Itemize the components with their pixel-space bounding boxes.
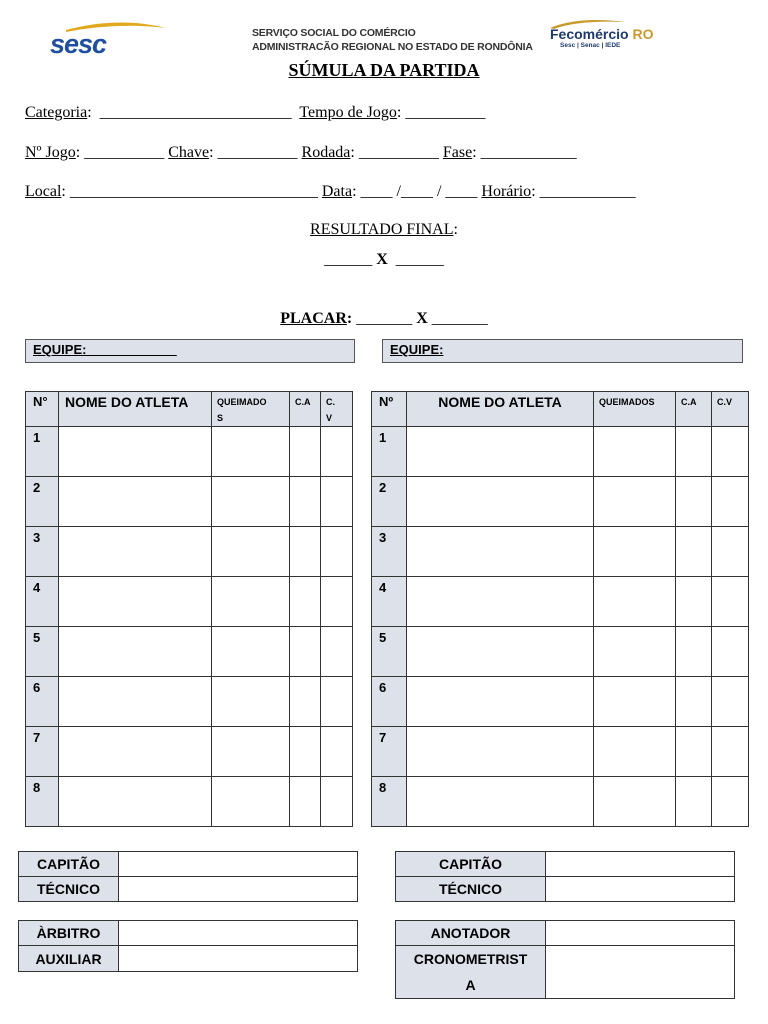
placar-line: PLACAR: _______ X _______: [280, 310, 488, 327]
header-org-text: [252, 26, 533, 54]
ca-cell[interactable]: [290, 577, 321, 627]
ca-cell[interactable]: [290, 427, 321, 477]
placar-x: X: [416, 310, 428, 327]
label-tecnico-right: TÉCNICO: [396, 877, 546, 902]
sign-right-bottom-table: [395, 920, 735, 999]
cv-cell[interactable]: [712, 677, 749, 727]
queimados-cell[interactable]: [594, 527, 676, 577]
row-number: 4: [26, 577, 59, 627]
queimados-cell[interactable]: [594, 427, 676, 477]
ca-cell[interactable]: [676, 777, 712, 827]
athlete-name-cell[interactable]: [407, 577, 594, 627]
cv-cell[interactable]: [321, 727, 353, 777]
queimados-cell[interactable]: [594, 577, 676, 627]
table-row: [26, 477, 353, 527]
label-n-jogo: Nº Jogo: [25, 144, 76, 161]
anotador-field[interactable]: [546, 921, 735, 946]
cv-cell[interactable]: [712, 727, 749, 777]
fecomercio-logo: [548, 18, 698, 52]
queimados-cell[interactable]: [212, 627, 290, 677]
label-cronometrista: CRONOMETRIST A: [396, 946, 546, 999]
table-row: [372, 577, 749, 627]
sign-left-top-table: [18, 851, 358, 902]
cv-cell[interactable]: [321, 477, 353, 527]
row-number: 1: [26, 427, 59, 477]
col-ca: C.A: [676, 392, 712, 427]
roster-right-header: [372, 392, 749, 427]
queimados-cell[interactable]: [594, 477, 676, 527]
cv-cell[interactable]: [321, 677, 353, 727]
ca-cell[interactable]: [676, 477, 712, 527]
cronometrista-field[interactable]: [546, 946, 735, 999]
col-name: NOME DO ATLETA: [407, 392, 594, 427]
roster-right-table: [371, 391, 749, 827]
label-capitao-left: CAPITÃO: [19, 852, 119, 877]
cv-cell[interactable]: [321, 577, 353, 627]
queimados-cell[interactable]: [594, 777, 676, 827]
athlete-name-cell[interactable]: [59, 677, 212, 727]
table-row: [372, 777, 749, 827]
athlete-name-cell[interactable]: [59, 627, 212, 677]
ca-cell[interactable]: [676, 577, 712, 627]
athlete-name-cell[interactable]: [407, 627, 594, 677]
table-row: [26, 527, 353, 577]
table-row: [372, 427, 749, 477]
col-cv: C.V: [712, 392, 749, 427]
tecnico-right-field[interactable]: [546, 877, 735, 902]
athlete-name-cell[interactable]: [59, 727, 212, 777]
table-row: [372, 727, 749, 777]
row-number: 2: [26, 477, 59, 527]
ca-cell[interactable]: [290, 677, 321, 727]
row-number: 4: [372, 577, 407, 627]
ca-cell[interactable]: [676, 677, 712, 727]
cv-cell[interactable]: [712, 777, 749, 827]
ca-cell[interactable]: [676, 627, 712, 677]
table-row: [26, 627, 353, 677]
col-ca: C.A: [290, 392, 321, 427]
label-rodada: Rodada: [301, 144, 351, 161]
equipe-right-box[interactable]: [382, 339, 743, 363]
equipe-left-box[interactable]: [25, 339, 355, 363]
row-number: 5: [372, 627, 407, 677]
label-capitao-right: CAPITÃO: [396, 852, 546, 877]
athlete-name-cell[interactable]: [59, 777, 212, 827]
label-anotador: ANOTADOR: [396, 921, 546, 946]
label-placar: PLACAR: [280, 310, 347, 327]
row-number: 6: [372, 677, 407, 727]
ca-cell[interactable]: [290, 727, 321, 777]
athlete-name-cell[interactable]: [407, 427, 594, 477]
table-row: [372, 527, 749, 577]
row-number: 8: [26, 777, 59, 827]
line-local: Local: _______________________________ Data: ____ /____ / ____ Horário: ____________: [25, 183, 636, 200]
auxiliar-field[interactable]: [119, 946, 358, 972]
queimados-cell[interactable]: [212, 727, 290, 777]
cv-cell[interactable]: [712, 627, 749, 677]
page-title: SÚMULA DA PARTIDA: [288, 60, 480, 80]
label-auxiliar: AUXILIAR: [19, 946, 119, 972]
row-number: 7: [26, 727, 59, 777]
col-num: Nº: [372, 392, 407, 427]
col-queimados: QUEIMADO S: [212, 392, 290, 427]
row-number: 5: [26, 627, 59, 677]
equipe-right-label: EQUIPE:: [390, 342, 444, 357]
athlete-name-cell[interactable]: [407, 477, 594, 527]
cv-cell[interactable]: [712, 477, 749, 527]
resultado-final-heading: RESULTADO FINAL:: [310, 221, 458, 238]
fecomercio-suffix: RO: [632, 26, 654, 42]
line-categoria: Categoria: ________________________ Tempo de Jogo: __________: [25, 104, 486, 121]
table-row: [26, 777, 353, 827]
cv-cell[interactable]: [712, 577, 749, 627]
fecomercio-sub: Sesc | Senac | IEDE: [560, 42, 621, 49]
athlete-name-cell[interactable]: [59, 477, 212, 527]
fecomercio-name: Fecomércio: [550, 26, 629, 42]
table-row: [372, 477, 749, 527]
ca-cell[interactable]: [676, 727, 712, 777]
queimados-cell[interactable]: [594, 727, 676, 777]
athlete-name-cell[interactable]: [407, 727, 594, 777]
org-line-2: ADMINISTRACÃO REGIONAL NO ESTADO DE RONDÔNIA: [252, 41, 533, 53]
sesc-logo: [48, 20, 170, 60]
cv-cell[interactable]: [321, 777, 353, 827]
row-number: 3: [372, 527, 407, 577]
ca-cell[interactable]: [290, 777, 321, 827]
athlete-name-cell[interactable]: [407, 527, 594, 577]
tecnico-left-field[interactable]: [119, 877, 358, 902]
label-chave: Chave: [168, 144, 210, 161]
roster-left-header: [26, 392, 353, 427]
queimados-cell[interactable]: [212, 427, 290, 477]
equipe-left-label: EQUIPE:: [33, 342, 87, 357]
queimados-cell[interactable]: [212, 577, 290, 627]
label-data: Data: [321, 183, 353, 200]
table-row: [372, 677, 749, 727]
athlete-name-cell[interactable]: [59, 577, 212, 627]
row-number: 1: [372, 427, 407, 477]
col-name: NOME DO ATLETA: [59, 392, 212, 427]
capitao-right-field[interactable]: [546, 852, 735, 877]
row-number: 6: [26, 677, 59, 727]
label-arbitro: ÀRBITRO: [19, 921, 119, 946]
roster-left-table: [25, 391, 353, 827]
athlete-name-cell[interactable]: [59, 427, 212, 477]
row-number: 7: [372, 727, 407, 777]
cv-cell[interactable]: [712, 427, 749, 477]
ca-cell[interactable]: [676, 527, 712, 577]
athlete-name-cell[interactable]: [59, 527, 212, 577]
label-local: Local: [25, 183, 62, 200]
resultado-final-score: ______ X ______: [324, 251, 444, 268]
label-horario: Horário: [481, 183, 532, 200]
cv-cell[interactable]: [321, 427, 353, 477]
resultado-x: X: [376, 251, 388, 268]
label-fase: Fase: [442, 144, 473, 161]
org-line-1: SERVIÇO SOCIAL DO COMÉRCIO: [252, 27, 416, 39]
label-tempo-de-jogo: Tempo de Jogo: [299, 104, 397, 121]
label-resultado-final: RESULTADO FINAL: [310, 221, 454, 238]
row-number: 8: [372, 777, 407, 827]
ca-cell[interactable]: [290, 627, 321, 677]
cv-cell[interactable]: [321, 627, 353, 677]
line-jogo: Nº Jogo: __________ Chave: __________ Rodada: __________ Fase: ____________: [25, 144, 577, 161]
queimados-cell[interactable]: [212, 477, 290, 527]
athlete-name-cell[interactable]: [407, 677, 594, 727]
table-row: [26, 577, 353, 627]
athlete-name-cell[interactable]: [407, 777, 594, 827]
table-row: [26, 727, 353, 777]
row-number: 2: [372, 477, 407, 527]
table-row: [26, 677, 353, 727]
ca-cell[interactable]: [290, 477, 321, 527]
row-number: 3: [26, 527, 59, 577]
col-num: N°: [26, 392, 59, 427]
queimados-cell[interactable]: [594, 677, 676, 727]
col-cv: C. V: [321, 392, 353, 427]
table-row: [26, 427, 353, 477]
sesc-logo-text: sesc: [50, 29, 107, 59]
table-row: [372, 627, 749, 677]
sign-left-bottom-table: [18, 920, 358, 972]
cv-cell[interactable]: [712, 527, 749, 577]
col-queimados: QUEIMADOS: [594, 392, 676, 427]
ca-cell[interactable]: [290, 527, 321, 577]
label-categoria: Categoria: [25, 104, 88, 121]
queimados-cell[interactable]: [594, 627, 676, 677]
cv-cell[interactable]: [321, 527, 353, 577]
ca-cell[interactable]: [676, 427, 712, 477]
sign-right-top-table: [395, 851, 735, 902]
capitao-left-field[interactable]: [119, 852, 358, 877]
queimados-cell[interactable]: [212, 777, 290, 827]
arbitro-field[interactable]: [119, 921, 358, 946]
queimados-cell[interactable]: [212, 677, 290, 727]
label-tecnico-left: TÉCNICO: [19, 877, 119, 902]
queimados-cell[interactable]: [212, 527, 290, 577]
